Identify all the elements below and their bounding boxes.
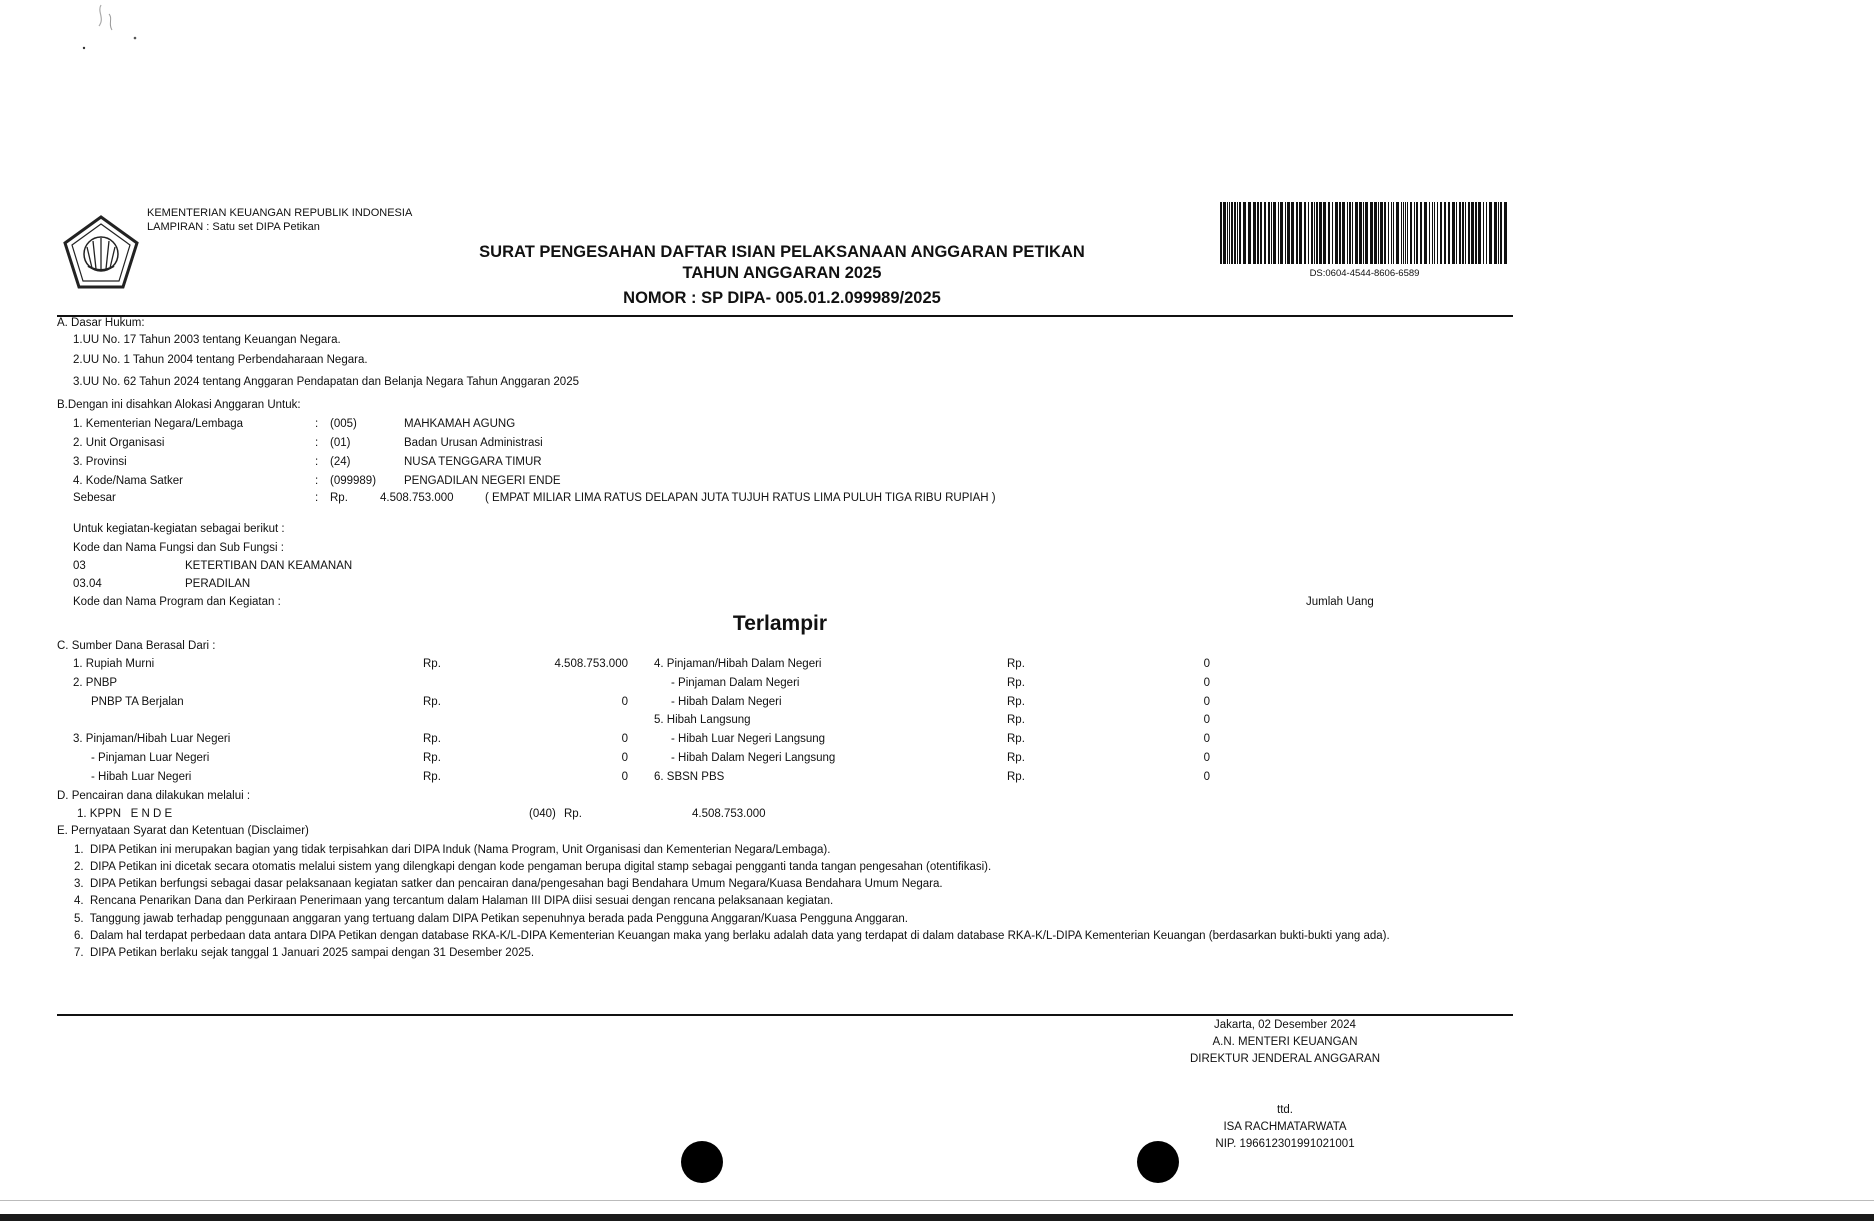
allocation-value: Badan Urusan Administrasi (404, 437, 543, 449)
kegiatan-label: Untuk kegiatan-kegiatan sebagai berikut : (73, 523, 285, 535)
funding-source-amount: 0 (621, 733, 628, 745)
barcode-bar (1365, 202, 1368, 264)
barcode-bar (1429, 202, 1430, 264)
allocation-value: MAHKAMAH AGUNG (404, 418, 516, 430)
barcode-bar (1432, 202, 1433, 264)
kppn-amount: 4.508.753.000 (692, 808, 766, 820)
funding-source-label: - Pinjaman Luar Negeri (91, 752, 210, 764)
kppn-label: 1. KPPN E N D E (77, 808, 173, 820)
funding-source-amount: 0 (1203, 696, 1210, 708)
barcode-bar (1478, 202, 1481, 264)
barcode-bar (1264, 202, 1266, 264)
barcode-bar (1434, 202, 1435, 264)
funding-source-amount: 4.508.753.000 (554, 658, 628, 670)
funding-source-amount: 0 (1203, 733, 1210, 745)
barcode-bar (1335, 202, 1338, 264)
sebesar-currency: Rp. (330, 492, 348, 504)
section-d-heading: D. Pencairan dana dilakukan melalui : (57, 790, 251, 802)
barcode-bar (1393, 202, 1394, 264)
barcode-bar (1359, 202, 1362, 264)
fungsi-code: 03 (73, 560, 86, 572)
lampiran-text: LAMPIRAN : Satu set DIPA Petikan (147, 221, 320, 233)
barcode-bar (1311, 202, 1313, 264)
section-e-heading: E. Pernyataan Syarat dan Ketentuan (Disclaimer) (57, 825, 309, 837)
barcode-bar (1291, 202, 1294, 264)
fungsi-label: Kode dan Nama Fungsi dan Sub Fungsi : (73, 542, 284, 554)
barcode-bar (1234, 202, 1236, 264)
barcode-bar (1347, 202, 1348, 264)
allocation-value: PENGADILAN NEGERI ENDE (404, 475, 561, 487)
barcode-bar (1287, 202, 1290, 264)
punch-hole-mark (681, 1141, 723, 1183)
barcode-bar (1440, 202, 1442, 264)
barcode-bar (1355, 202, 1358, 264)
barcode-bar (1504, 202, 1507, 264)
barcode-bar (1299, 202, 1302, 264)
funding-source-label: 6. SBSN PBS (654, 771, 725, 783)
barcode-bar (1332, 202, 1333, 264)
barcode-bar (1456, 202, 1457, 264)
barcode-bar (1229, 202, 1230, 264)
barcode-bar (1401, 202, 1402, 264)
barcode-bar (1468, 202, 1470, 264)
scan-speck-mark (75, 0, 145, 55)
barcode-bar (1424, 202, 1427, 264)
barcode-bar (1273, 202, 1276, 264)
barcode-bar (1220, 202, 1222, 264)
fungsi-name: KETERTIBAN DAN KEAMANAN (185, 560, 353, 572)
disclaimer-item: 7. DIPA Petikan berlaku sejak tanggal 1 Januari 2025 sampai dengan 31 Desember 2025. (74, 947, 535, 959)
signature-nip: NIP. 196612301991021001 (1215, 1138, 1355, 1150)
barcode-bar (1342, 202, 1345, 264)
punch-hole-mark (1137, 1141, 1179, 1183)
barcode-bar (1285, 202, 1286, 264)
barcode-bar (1370, 202, 1373, 264)
funding-source-currency: Rp. (423, 752, 441, 764)
barcode-bar (1268, 202, 1270, 264)
jumlah-uang-header: Jumlah Uang (1306, 596, 1374, 608)
barcode-bar (1349, 202, 1351, 264)
funding-source-label: 5. Hibah Langsung (654, 714, 751, 726)
barcode-bar (1316, 202, 1318, 264)
funding-source-label: - Hibah Luar Negeri Langsung (671, 733, 826, 745)
ministry-name: KEMENTERIAN KEUANGAN REPUBLIK INDONESIA (147, 207, 413, 219)
allocation-label: 1. Kementerian Negara/Lembaga (73, 418, 244, 430)
funding-source-currency: Rp. (1007, 752, 1025, 764)
barcode-bar (1323, 202, 1326, 264)
barcode-bar (1437, 202, 1438, 264)
barcode-bar (1465, 202, 1466, 264)
funding-source-label: 3. Pinjaman/Hibah Luar Negeri (73, 733, 231, 745)
barcode-bar (1420, 202, 1422, 264)
allocation-colon: : (315, 418, 319, 430)
barcode-bar (1243, 202, 1246, 264)
document-year: TAHUN ANGGARAN 2025 (682, 264, 882, 282)
disclaimer-item: 6. Dalam hal terdapat perbedaan data antara DIPA Petikan dengan database RKA-K/L-DIPA Kementerian Keuangan maka yang berlaku adalah data yang terdapat di dalam database RKA-K/L-DIPA Kementerian Keuangan (berdasarkan bukti-bukti yang ada). (74, 930, 1390, 942)
barcode-bar (1304, 202, 1306, 264)
barcode-bar (1448, 202, 1450, 264)
barcode-bar (1403, 202, 1404, 264)
sebesar-amount: 4.508.753.000 (380, 492, 454, 504)
barcode-bar (1260, 202, 1262, 264)
barcode-bar (1328, 202, 1330, 264)
funding-source-label: - Hibah Dalam Negeri Langsung (671, 752, 836, 764)
sebesar-colon: : (315, 492, 319, 504)
barcode-bar (1253, 202, 1256, 264)
barcode-bar (1280, 202, 1283, 264)
barcode-bar (1363, 202, 1364, 264)
barcode-bar (1319, 202, 1322, 264)
kppn-code: (040) (529, 808, 556, 820)
allocation-code: (24) (330, 456, 351, 468)
funding-source-label: 2. PNBP (73, 677, 118, 689)
barcode-bar (1494, 202, 1497, 264)
allocation-label: 3. Provinsi (73, 456, 127, 468)
sebesar-words: ( EMPAT MILIAR LIMA RATUS DELAPAN JUTA TUJUH RATUS LIMA PULUH TIGA RIBU RUPIAH ) (485, 492, 996, 504)
kemenkeu-emblem-icon (62, 214, 140, 290)
barcode-bar (1339, 202, 1341, 264)
disclaimer-item: 3. DIPA Petikan berfungsi sebagai dasar pelaksanaan kegiatan satker dan pencairan dana/pengesahan bagi Bendahara Umum Negara/Kuasa Bendahara Umum Negara. (74, 878, 943, 890)
signature-on-behalf: A.N. MENTERI KEUANGAN (1212, 1036, 1358, 1048)
barcode-bar (1296, 202, 1298, 264)
funding-source-label: PNBP TA Berjalan (91, 696, 184, 708)
barcode-bar (1410, 202, 1412, 264)
document-number: NOMOR : SP DIPA- 005.01.2.099989/2025 (623, 289, 941, 307)
document-title: SURAT PENGESAHAN DAFTAR ISIAN PELAKSANAAN ANGGARAN PETIKAN (479, 243, 1085, 261)
allocation-colon: : (315, 456, 319, 468)
funding-source-label: - Hibah Dalam Negeri (671, 696, 782, 708)
allocation-value: NUSA TENGGARA TIMUR (404, 456, 542, 468)
barcode-bar (1416, 202, 1418, 264)
signature-place-date: Jakarta, 02 Desember 2024 (1214, 1019, 1356, 1031)
barcode-bar (1384, 202, 1386, 264)
barcode-code: DS:0604-4544-8606-6589 (1309, 268, 1420, 279)
funding-source-currency: Rp. (423, 658, 441, 670)
barcode-bar (1471, 202, 1474, 264)
funding-source-amount: 0 (1203, 658, 1210, 670)
disclaimer-item: 5. Tanggung jawab terhadap penggunaan anggaran yang tertuang dalam DIPA Petikan sepenuhnya berada pada Pengguna Anggaran/Kuasa Pengguna Anggaran. (74, 913, 909, 925)
barcode-icon (1218, 202, 1511, 266)
section-a-item: 2.UU No. 1 Tahun 2004 tentang Perbendaharaan Negara. (73, 354, 368, 366)
barcode-bar (1388, 202, 1389, 264)
scan-edge-line (0, 1200, 1874, 1201)
signature-position: DIREKTUR JENDERAL ANGGARAN (1190, 1053, 1380, 1065)
funding-source-amount: 0 (1203, 714, 1210, 726)
section-a-item: 1.UU No. 17 Tahun 2003 tentang Keuangan Negara. (73, 334, 341, 346)
barcode-bar (1391, 202, 1392, 264)
funding-source-label: - Pinjaman Dalam Negeri (671, 677, 800, 689)
kppn-currency: Rp. (564, 808, 582, 820)
barcode-bar (1308, 202, 1309, 264)
barcode-bar (1459, 202, 1461, 264)
disclaimer-item: 2. DIPA Petikan ini dicetak secara otomatis melalui sistem yang dilengkapi dengan kode pengaman berupa digital stamp sebagai pengganti tanda tangan pengesahan (otentifikasi). (74, 861, 992, 873)
sebesar-label: Sebesar (73, 492, 116, 504)
footer-divider (57, 1014, 1513, 1016)
barcode-bar (1248, 202, 1251, 264)
barcode-bar (1239, 202, 1241, 264)
barcode-bar (1407, 202, 1408, 264)
barcode-bar (1483, 202, 1484, 264)
funding-source-label: 4. Pinjaman/Hibah Dalam Negeri (654, 658, 822, 670)
barcode-bar (1498, 202, 1499, 264)
funding-source-label: 1. Rupiah Murni (73, 658, 155, 670)
scan-edge-band (0, 1214, 1874, 1221)
barcode-bar (1352, 202, 1353, 264)
barcode-bar (1489, 202, 1492, 264)
funding-source-currency: Rp. (1007, 696, 1025, 708)
barcode-bar (1396, 202, 1399, 264)
barcode-bar (1414, 202, 1415, 264)
funding-source-amount: 0 (621, 752, 628, 764)
funding-source-currency: Rp. (1007, 733, 1025, 745)
barcode-bar (1223, 202, 1226, 264)
barcode-bar (1452, 202, 1455, 264)
subfungsi-code: 03.04 (73, 578, 102, 590)
allocation-label: 2. Unit Organisasi (73, 437, 165, 449)
barcode-bar (1271, 202, 1272, 264)
barcode-bar (1380, 202, 1383, 264)
disclaimer-item: 4. Rencana Penarikan Dana dan Perkiraan Penerimaan yang tercantum dalam Halaman III DIPA diisi sesuai dengan rencana pelaksanaan kegiatan. (74, 895, 834, 907)
disclaimer-item: 1. DIPA Petikan ini merupakan bagian yang tidak terpisahkan dari DIPA Induk (Nama Program, Unit Organisasi dan Kementerian Negara/Lembaga). (74, 844, 831, 856)
section-a-item: 3.UU No. 62 Tahun 2024 tentang Anggaran Pendapatan dan Belanja Negara Tahun Anggaran 2025 (73, 376, 579, 388)
barcode-bar (1227, 202, 1228, 264)
funding-source-currency: Rp. (423, 696, 441, 708)
barcode-bar (1475, 202, 1477, 264)
funding-source-amount: 0 (1203, 752, 1210, 764)
barcode-bar (1278, 202, 1279, 264)
funding-source-currency: Rp. (423, 771, 441, 783)
barcode-bar (1314, 202, 1315, 264)
allocation-colon: : (315, 437, 319, 449)
subfungsi-name: PERADILAN (185, 578, 251, 590)
funding-source-amount: 0 (621, 696, 628, 708)
barcode-bar (1257, 202, 1259, 264)
allocation-code: (005) (330, 418, 357, 430)
funding-source-currency: Rp. (1007, 677, 1025, 689)
signature-name: ISA RACHMATARWATA (1223, 1121, 1347, 1133)
barcode-bar (1486, 202, 1487, 264)
program-label: Kode dan Nama Program dan Kegiatan : (73, 596, 281, 608)
barcode-bar (1405, 202, 1406, 264)
section-a-heading: A. Dasar Hukum: (57, 317, 145, 329)
allocation-code: (01) (330, 437, 351, 449)
barcode-bar (1444, 202, 1446, 264)
barcode-bar (1500, 202, 1502, 264)
funding-source-currency: Rp. (1007, 771, 1025, 783)
funding-source-amount: 0 (621, 771, 628, 783)
funding-source-amount: 0 (1203, 771, 1210, 783)
header-divider (57, 315, 1513, 317)
barcode-bar (1462, 202, 1464, 264)
barcode-bar (1374, 202, 1377, 264)
allocation-colon: : (315, 475, 319, 487)
allocation-code: (099989) (330, 475, 377, 487)
funding-source-currency: Rp. (1007, 714, 1025, 726)
funding-source-label: - Hibah Luar Negeri (91, 771, 192, 783)
terlampir-text: Terlampir (732, 612, 828, 635)
funding-source-currency: Rp. (423, 733, 441, 745)
barcode-bar (1378, 202, 1379, 264)
signature-ttd: ttd. (1277, 1104, 1293, 1116)
funding-source-amount: 0 (1203, 677, 1210, 689)
barcode-bar (1231, 202, 1233, 264)
section-b-heading: B.Dengan ini disahkan Alokasi Anggaran Untuk: (57, 399, 301, 411)
section-c-heading: C. Sumber Dana Berasal Dari : (57, 640, 216, 652)
allocation-label: 4. Kode/Nama Satker (73, 475, 183, 487)
funding-source-currency: Rp. (1007, 658, 1025, 670)
barcode-bar (1237, 202, 1238, 264)
